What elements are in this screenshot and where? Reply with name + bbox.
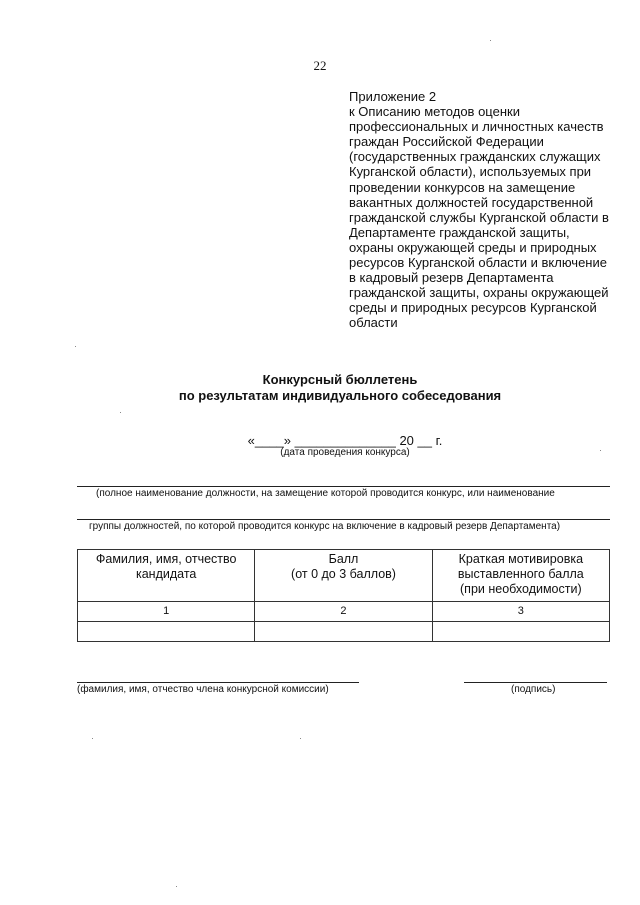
signature-line	[464, 682, 607, 683]
empty-cell[interactable]	[432, 622, 609, 642]
appendix-line: ресурсов Курганской области и включение	[349, 255, 607, 271]
scan-speck	[490, 40, 491, 41]
scan-speck	[92, 738, 93, 739]
header-cell-motivation: Краткая мотивировка выставленного балла (при необходимости)	[432, 550, 609, 602]
scan-speck	[120, 412, 121, 413]
member-name-caption: (фамилия, имя, отчество члена конкурсной комиссии)	[77, 684, 329, 695]
table-row	[78, 622, 610, 642]
page-number: 22	[313, 58, 327, 73]
date-caption: (дата проведения конкурса)	[280, 447, 410, 458]
header-cell-name: Фамилия, имя, отчество кандидата	[78, 550, 255, 602]
signature-caption: (подпись)	[511, 684, 556, 695]
position-caption-2: группы должностей, по которой проводится конкурс на включение в кадровый резерв Департамента)	[89, 521, 561, 532]
appendix-line: проведении конкурсов на замещение	[349, 179, 576, 195]
position-line-1	[77, 486, 610, 487]
appendix-line: в кадровый резерв Департамента	[349, 270, 554, 286]
appendix-line: среды и природных ресурсов Курганской	[349, 300, 597, 316]
scan-speck	[300, 738, 301, 739]
member-name-line	[77, 682, 359, 683]
appendix-line: гражданской защиты, охраны окружающей	[349, 285, 609, 301]
appendix-line: Департаменте гражданской защиты,	[349, 224, 570, 240]
appendix-block	[349, 89, 611, 331]
scan-speck	[75, 346, 76, 347]
position-caption-1: (полное наименование должности, на замещение которой проводится конкурс, или наименование	[96, 488, 555, 499]
empty-cell[interactable]	[78, 622, 255, 642]
appendix-line: охраны окружающей среды и природных	[349, 239, 597, 255]
appendix-line: к Описанию методов оценки	[349, 104, 520, 120]
title-line-1: Конкурсный бюллетень	[262, 372, 418, 387]
table-header-row	[78, 550, 610, 602]
appendix-line: гражданской службы Курганской области в	[349, 209, 609, 225]
bulletin-table	[77, 549, 610, 642]
table-number-row	[78, 602, 610, 622]
appendix-line: области	[349, 315, 398, 331]
header-cell-score: Балл (от 0 до 3 баллов)	[255, 550, 432, 602]
appendix-line: вакантных должностей государственной	[349, 194, 594, 210]
appendix-line: граждан Российской Федерации	[349, 134, 544, 150]
appendix-line: (государственных гражданских служащих	[349, 149, 601, 165]
number-cell: 2	[255, 602, 432, 622]
appendix-line: профессиональных и личностных качеств	[349, 119, 604, 135]
appendix-line: Приложение 2	[349, 89, 437, 104]
appendix-line: Курганской области), используемых при	[349, 164, 592, 180]
scan-speck	[176, 886, 177, 887]
number-cell: 3	[432, 602, 609, 622]
scan-speck	[600, 450, 601, 451]
empty-cell[interactable]	[255, 622, 432, 642]
number-cell: 1	[78, 602, 255, 622]
date-field: «____» ______________ 20 __ г.	[247, 433, 443, 448]
bulletin-title	[0, 372, 640, 404]
title-line-2: по результатам индивидуального собеседования	[178, 388, 502, 403]
position-line-2	[77, 519, 610, 520]
